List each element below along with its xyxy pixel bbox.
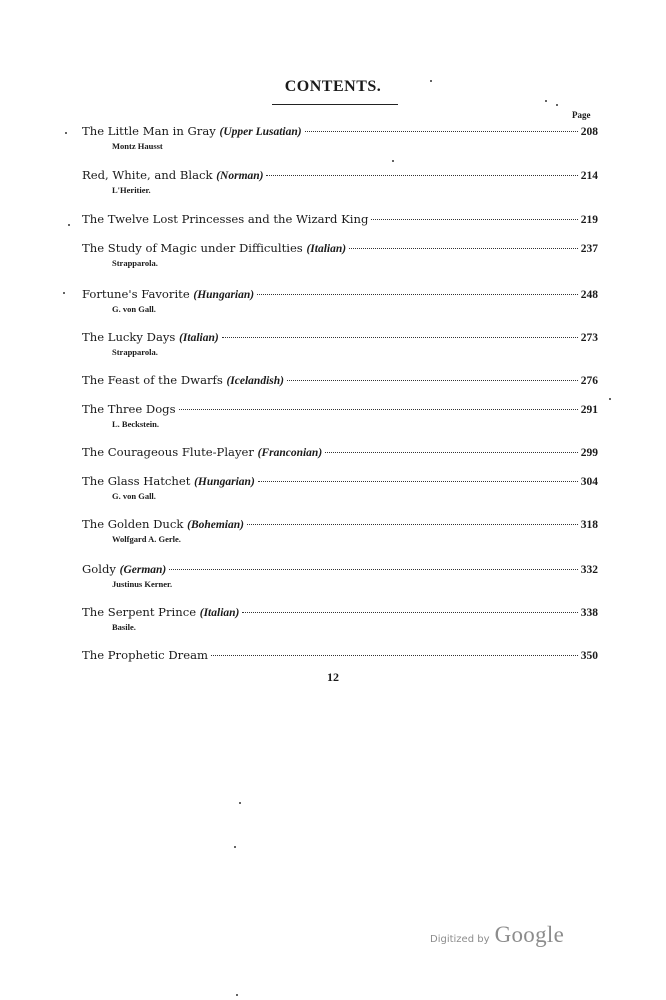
dot-leader [305, 131, 578, 132]
entry-title: The Prophetic Dream [82, 648, 208, 662]
entry-page: 248 [580, 289, 598, 301]
entry-page: 304 [580, 476, 598, 488]
toc-entry [82, 212, 598, 228]
entry-origin: (Bohemian) [187, 519, 244, 531]
entry-author: Justinus Kerner. [112, 579, 173, 589]
scan-speck [65, 132, 67, 134]
entry-page: 276 [580, 375, 598, 387]
page-column-label: Page [572, 110, 591, 120]
entry-author: L. Beckstein. [112, 419, 159, 429]
entry-title: The Twelve Lost Princesses and the Wizard King [82, 212, 369, 226]
toc-entry [82, 330, 598, 357]
dot-leader [169, 569, 578, 570]
entry-title: The Glass Hatchet [82, 474, 191, 488]
dot-leader [257, 294, 578, 295]
toc-entry [82, 373, 598, 389]
toc-entry [82, 241, 598, 268]
entry-page: 299 [580, 447, 598, 459]
entry-author: Montz Hausst [112, 141, 163, 151]
scan-speck [239, 802, 241, 804]
entry-origin: (German) [119, 564, 167, 576]
entry-title: The Feast of the Dwarfs [82, 373, 223, 387]
title-rule [272, 104, 398, 105]
entry-title: The Serpent Prince [82, 605, 197, 619]
toc-entry [82, 287, 598, 314]
entry-author: Strapparola. [112, 347, 158, 357]
dot-leader [371, 219, 577, 220]
toc-entry [82, 605, 598, 632]
dot-leader [349, 248, 578, 249]
entry-title: The Courageous Flute-Player [82, 445, 254, 459]
entry-page: 237 [580, 243, 598, 255]
entry-origin: (Hungarian) [194, 476, 255, 488]
toc-entry [82, 168, 598, 195]
entry-author: Strapparola. [112, 258, 158, 268]
toc-entry [82, 517, 598, 544]
scan-speck [392, 160, 394, 162]
digitized-by-google-watermark [430, 922, 564, 948]
toc-entry [82, 474, 598, 501]
dot-leader [242, 612, 577, 613]
entry-title: Goldy [82, 562, 116, 576]
entry-page: 214 [580, 170, 598, 182]
toc-entry [82, 124, 598, 151]
scan-speck [556, 104, 558, 106]
dot-leader [258, 481, 578, 482]
entry-origin: (Norman) [216, 170, 264, 182]
entry-page: 338 [580, 607, 598, 619]
scan-speck [430, 80, 432, 82]
entry-title: The Little Man in Gray [82, 124, 216, 138]
entry-author: G. von Gall. [112, 491, 156, 501]
dot-leader [222, 337, 578, 338]
entry-origin: (Franconian) [257, 447, 323, 459]
entry-page: 291 [580, 404, 598, 416]
dot-leader [287, 380, 578, 381]
entry-origin: (Italian) [306, 243, 347, 255]
entry-origin: (Upper Lusatian) [219, 126, 302, 138]
toc-entry [82, 562, 598, 589]
entry-title: The Lucky Days [82, 330, 176, 344]
dot-leader [266, 175, 577, 176]
dot-leader [247, 524, 578, 525]
entry-page: 208 [580, 126, 598, 138]
toc-entry [82, 402, 598, 429]
entry-title: Fortune's Favorite [82, 287, 190, 301]
toc-entry [82, 648, 598, 664]
entry-origin: (Hungarian) [193, 289, 255, 301]
entry-author: G. von Gall. [112, 304, 156, 314]
entry-origin: (Icelandish) [226, 375, 284, 387]
scan-speck [63, 292, 65, 294]
toc-entry [82, 445, 598, 461]
entry-title: The Study of Magic under Difficulties [82, 241, 303, 255]
entry-title: The Three Dogs [82, 402, 176, 416]
dot-leader [325, 452, 578, 453]
page-number: 12 [327, 670, 339, 684]
dot-leader [179, 409, 578, 410]
scan-speck [236, 994, 238, 996]
watermark-prefix: Digitized by [430, 934, 490, 945]
entry-title: Red, White, and Black [82, 168, 213, 182]
entry-author: Basile. [112, 622, 136, 632]
entry-author: L'Heritier. [112, 185, 151, 195]
entry-page: 332 [580, 564, 598, 576]
dot-leader [211, 655, 578, 656]
entry-page: 350 [580, 650, 598, 662]
entry-origin: (Italian) [199, 607, 240, 619]
page-title: CONTENTS. [284, 78, 382, 95]
scan-speck [545, 100, 547, 102]
google-logo: Google [494, 922, 565, 947]
entry-page: 273 [580, 332, 598, 344]
entry-page: 318 [580, 519, 598, 531]
scan-speck [68, 224, 70, 226]
entry-page: 219 [580, 214, 598, 226]
entry-author: Wolfgard A. Gerle. [112, 534, 181, 544]
entry-title: The Golden Duck [82, 517, 184, 531]
scan-speck [609, 398, 611, 400]
scan-speck [234, 846, 236, 848]
entry-origin: (Italian) [179, 332, 219, 344]
